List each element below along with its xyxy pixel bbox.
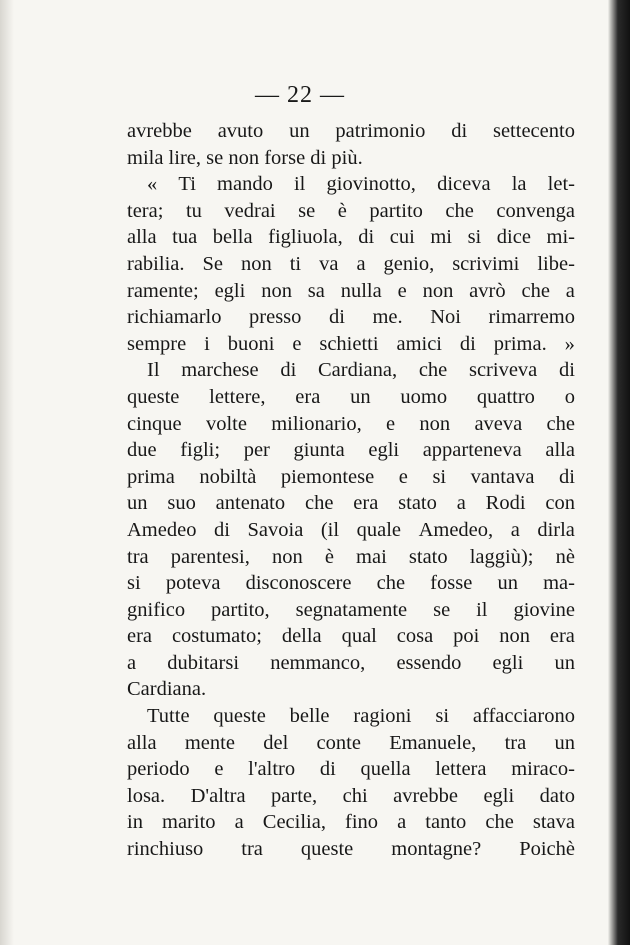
- text-line: avrebbe avuto un patrimonio di settecento: [127, 120, 575, 142]
- text-line: tera; tu vedrai se è partito che convenga: [127, 199, 575, 222]
- text-line: sempre i buoni e schietti amici di prima. »: [127, 332, 575, 355]
- text-line: era costumato; della qual cosa poi non era: [127, 625, 575, 648]
- text-line: tra parentesi, non è mai stato laggiù); nè: [127, 545, 575, 568]
- text-line: richiamarlo presso di me. Noi rimarremo: [127, 306, 575, 329]
- text-line: losa. D'altra parte, chi avrebbe egli dato: [127, 784, 575, 807]
- text-line: periodo e l'altro di quella lettera miraco-: [127, 758, 575, 781]
- text-line: cinque volte milionario, e non aveva che: [127, 412, 575, 435]
- text-line: alla mente del conte Emanuele, tra un: [127, 731, 575, 754]
- text-line: due figli; per giunta egli apparteneva alla: [127, 439, 575, 462]
- text-line: Tutte queste belle ragioni si affacciarono: [147, 705, 575, 728]
- text-line: Amedeo di Savoia (il quale Amedeo, a dirla: [127, 518, 575, 541]
- text-line: mila lire, se non forse di più.: [127, 146, 363, 169]
- text-line: si poteva disconoscere che fosse un ma-: [127, 572, 575, 595]
- text-line: rinchiuso tra queste montagne? Poichè: [127, 838, 575, 861]
- text-line: « Ti mando il giovinotto, diceva la let-: [147, 173, 575, 196]
- text-line: queste lettere, era un uomo quattro o: [127, 385, 575, 408]
- text-line: in marito a Cecilia, fino a tanto che stava: [127, 811, 575, 834]
- text-line: un suo antenato che era stato a Rodi con: [127, 492, 575, 515]
- text-line: a dubitarsi nemmanco, essendo egli un: [127, 651, 575, 674]
- body-text: [127, 118, 575, 863]
- page-edge: [608, 0, 630, 945]
- text-line: Cardiana.: [127, 678, 207, 701]
- text-line: ramente; egli non sa nulla e non avrò che a: [127, 279, 575, 302]
- page-number: — 22 —: [255, 82, 345, 108]
- text-line: rabilia. Se non ti va a genio, scrivimi libe-: [127, 252, 575, 275]
- page-gutter-shadow: [0, 0, 14, 945]
- text-line: prima nobiltà piemontese e si vantava di: [127, 465, 575, 488]
- text-line: Il marchese di Cardiana, che scriveva di: [147, 359, 575, 382]
- text-line: alla tua bella figliuola, di cui mi si dice mi-: [127, 226, 575, 249]
- text-line: gnifico partito, segnatamente se il giovine: [127, 598, 575, 621]
